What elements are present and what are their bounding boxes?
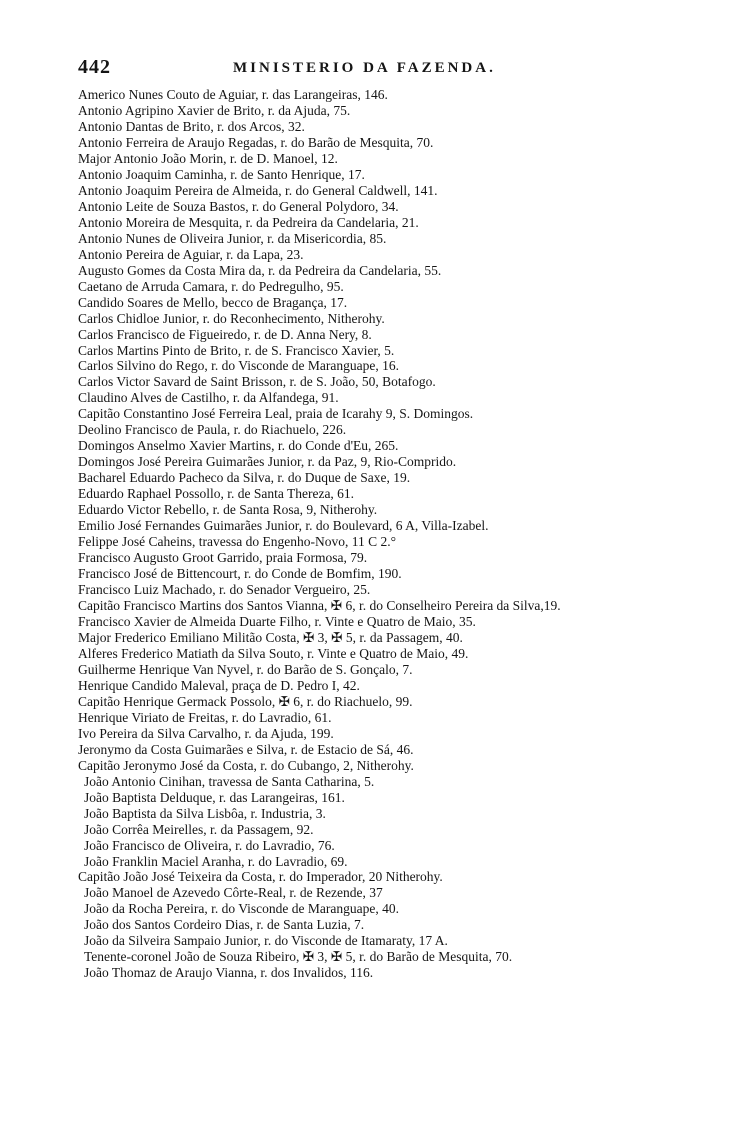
list-item: Eduardo Raphael Possollo, r. de Santa Thereza, 61. <box>78 486 355 502</box>
list-item: João Antonio Cinihan, travessa de Santa Catharina, 5. <box>84 773 375 789</box>
list-item: Domingos Anselmo Xavier Martins, r. do Conde d'Eu, 265. <box>78 438 399 454</box>
list-item: Francisco Augusto Groot Garrido, praia Formosa, 79. <box>78 550 368 566</box>
running-head: MINISTERIO DA FAZENDA. <box>233 60 496 76</box>
address-list <box>0 87 747 981</box>
list-item: Caetano de Arruda Camara, r. do Pedregulho, 95. <box>78 278 344 294</box>
list-item: Alferes Frederico Matiath da Silva Souto, r. Vinte e Quatro de Maio, 49. <box>78 645 469 661</box>
list-item: Major Frederico Emiliano Militão Costa, ✠ 3, ✠ 5, r. da Passagem, 40. <box>78 629 463 645</box>
list-item: João Francisco de Oliveira, r. do Lavradio, 76. <box>84 837 335 853</box>
list-item: Henrique Candido Maleval, praça de D. Pedro I, 42. <box>78 677 360 693</box>
list-item: Antonio Dantas de Brito, r. dos Arcos, 32. <box>78 118 305 134</box>
list-item: Capitão Francisco Martins dos Santos Vianna, ✠ 6, r. do Conselheiro Pereira da Silva,19. <box>78 598 561 613</box>
list-item: Major Antonio João Morin, r. de D. Manoel, 12. <box>78 150 338 166</box>
list-item: Henrique Viriato de Freitas, r. do Lavradio, 61. <box>78 709 332 725</box>
list-item: Antonio Leite de Souza Bastos, r. do General Polydoro, 34. <box>78 198 399 214</box>
list-item: João Thomaz de Araujo Vianna, r. dos Invalidos, 116. <box>84 965 374 981</box>
list-item: João da Silveira Sampaio Junior, r. do Visconde de Itamaraty, 17 A. <box>84 933 448 949</box>
list-item: João Manoel de Azevedo Côrte-Real, r. de Rezende, 37 <box>84 885 383 901</box>
list-item: Francisco Luiz Machado, r. do Senador Vergueiro, 25. <box>78 582 371 598</box>
list-item: Capitão Henrique Germack Possolo, ✠ 6, r. do Riachuelo, 99. <box>78 693 413 709</box>
list-item: Francisco José de Bittencourt, r. do Conde de Bomfim, 190. <box>78 566 402 582</box>
list-item: Augusto Gomes da Costa Mira da, r. da Pedreira da Candelaria, 55. <box>78 262 442 278</box>
list-item: João da Rocha Pereira, r. do Visconde de Maranguape, 40. <box>84 901 399 917</box>
list-item: Antonio Nunes de Oliveira Junior, r. da Misericordia, 85. <box>78 230 387 246</box>
list-item: Eduardo Victor Rebello, r. de Santa Rosa, 9, Nitherohy. <box>78 502 378 518</box>
list-item: Antonio Ferreira de Araujo Regadas, r. do Barão de Mesquita, 70. <box>78 134 434 150</box>
page-number: 442 <box>78 56 111 78</box>
list-item: Carlos Chidloe Junior, r. do Reconhecimento, Nitherohy. <box>78 310 385 326</box>
list-item: Francisco Xavier de Almeida Duarte Filho, r. Vinte e Quatro de Maio, 35. <box>78 613 476 629</box>
list-item: Capitão Constantino José Ferreira Leal, praia de Icarahy 9, S. Domingos. <box>78 406 474 422</box>
list-item: Antonio Pereira de Aguiar, r. da Lapa, 23. <box>78 246 304 262</box>
list-item: Carlos Silvino do Rego, r. do Visconde de Maranguape, 16. <box>78 358 400 374</box>
page-header <box>78 56 678 78</box>
list-item: Capitão João José Teixeira da Costa, r. do Imperador, 20 Nitherohy. <box>78 869 443 885</box>
list-item: Antonio Joaquim Pereira de Almeida, r. do General Caldwell, 141. <box>78 182 438 198</box>
list-item: Claudino Alves de Castilho, r. da Alfandega, 91. <box>78 390 339 406</box>
list-item: Guilherme Henrique Van Nyvel, r. do Barão de S. Gonçalo, 7. <box>78 661 413 677</box>
list-item: Capitão Jeronymo José da Costa, r. do Cubango, 2, Nitherohy. <box>78 757 414 773</box>
list-item: Antonio Moreira de Mesquita, r. da Pedreira da Candelaria, 21. <box>78 214 419 230</box>
list-item: Jeronymo da Costa Guimarães e Silva, r. de Estacio de Sá, 46. <box>78 741 414 757</box>
list-item: Emilio José Fernandes Guimarães Junior, r. do Boulevard, 6 A, Villa-Izabel. <box>78 518 489 534</box>
list-item: João dos Santos Cordeiro Dias, r. de Santa Luzia, 7. <box>84 917 365 933</box>
list-item: Antonio Agripino Xavier de Brito, r. da Ajuda, 75. <box>78 102 351 118</box>
list-item: Domingos José Pereira Guimarães Junior, r. da Paz, 9, Rio-Comprido. <box>78 454 457 470</box>
list-item: João Baptista Delduque, r. das Larangeiras, 161. <box>84 789 345 805</box>
list-item: Americo Nunes Couto de Aguiar, r. das Larangeiras, 146. <box>78 87 388 102</box>
list-item: Carlos Martins Pinto de Brito, r. de S. Francisco Xavier, 5. <box>78 342 395 358</box>
list-item: Antonio Joaquim Caminha, r. de Santo Henrique, 17. <box>78 166 365 182</box>
list-item: Ivo Pereira da Silva Carvalho, r. da Ajuda, 199. <box>78 725 334 741</box>
list-item: João Franklin Maciel Aranha, r. do Lavradio, 69. <box>84 853 348 869</box>
list-item: Carlos Victor Savard de Saint Brisson, r. de S. João, 50, Botafogo. <box>78 374 436 390</box>
list-item: Deolino Francisco de Paula, r. do Riachuelo, 226. <box>78 422 347 438</box>
list-item: João Baptista da Silva Lisbôa, r. Industria, 3. <box>84 805 326 821</box>
list-item: Tenente-coronel João de Souza Ribeiro, ✠ 3, ✠ 5, r. do Barão de Mesquita, 70. <box>84 949 513 965</box>
list-item: Bacharel Eduardo Pacheco da Silva, r. do Duque de Saxe, 19. <box>78 470 411 486</box>
list-item: João Corrêa Meirelles, r. da Passagem, 92. <box>84 821 314 837</box>
list-item: Carlos Francisco de Figueiredo, r. de D. Anna Nery, 8. <box>78 326 372 342</box>
list-item: Candido Soares de Mello, becco de Bragança, 17. <box>78 294 348 310</box>
list-item: Felippe José Caheins, travessa do Engenho-Novo, 11 C 2.° <box>78 534 396 550</box>
